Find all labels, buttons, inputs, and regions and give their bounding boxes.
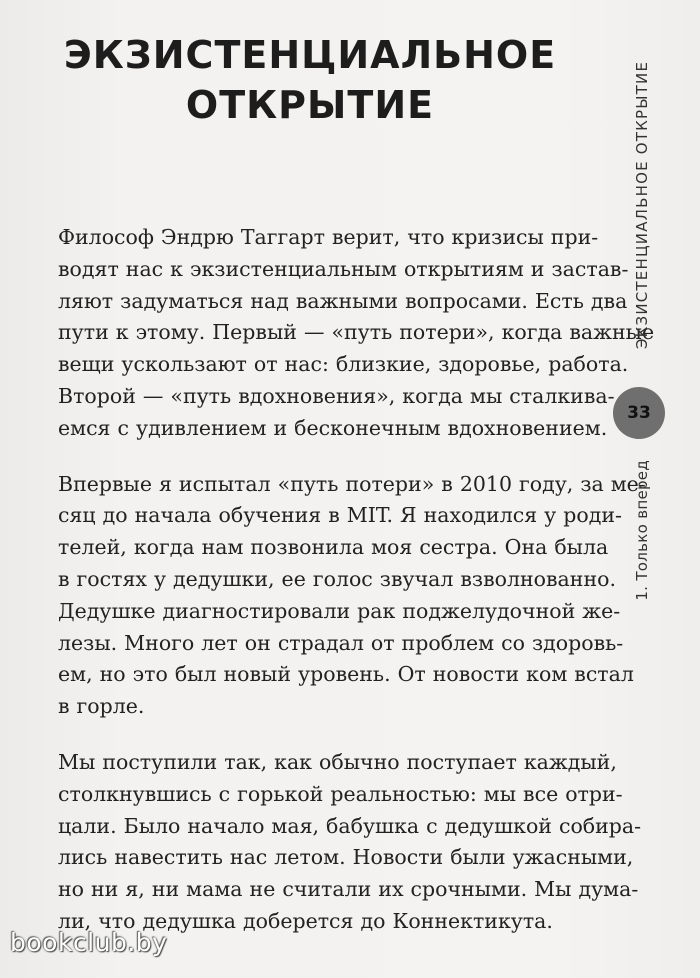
- text-line: пути к этому. Первый — «путь потери», когда важные: [58, 320, 655, 345]
- text-line: лись навестить нас летом. Новости были ужасными,: [58, 845, 634, 870]
- text-line: Философ Эндрю Таггарт верит, что кризисы при-: [58, 225, 599, 249]
- running-header: [622, 60, 652, 349]
- text-line: столкнувшись с горькой реальностью: мы все отри-: [58, 781, 623, 806]
- text-line: цали. Было начало мая, бабушка с дедушкой собира-: [58, 813, 642, 838]
- text-line: сяц до начала обучения в MIT. Я находился у роди-: [58, 503, 622, 528]
- text-line: Второй — «путь вдохновения», когда мы сталкива-: [58, 383, 615, 408]
- chapter-marker: [622, 460, 652, 630]
- chapter-title-line-1: ЭКЗИСТЕНЦИАЛЬНОЕ: [63, 33, 557, 77]
- text-line: ляют задуматься над важными вопросами. Есть два: [58, 288, 628, 313]
- page-number: 33: [627, 403, 651, 423]
- text-line: Впервые я испытал «путь потери» в 2010 году, за ме-: [58, 471, 646, 496]
- chapter-marker-text: 1. Только вперед: [633, 460, 651, 601]
- text-line: ли, что дедушка доберется до Коннектикута.: [58, 908, 553, 933]
- watermark-logo: bookclub.by: [10, 928, 168, 957]
- text-line: но ни я, ни мама не считали их срочными. Мы дума-: [58, 877, 639, 902]
- text-line: в гостях у дедушки, ее голос звучал взволнованно.: [58, 566, 616, 591]
- text-line: вещи ускользают от нас: близкие, здоровье, работа.: [58, 352, 629, 377]
- text-line: телей, когда нам позвонила моя сестра. Она была: [58, 535, 609, 560]
- page-number-badge: [613, 387, 665, 439]
- text-line: Мы поступили так, как обычно поступает каждый,: [58, 749, 617, 774]
- chapter-title: [40, 30, 580, 130]
- text-line: Дедушке диагностировали рак поджелудочной же-: [58, 598, 621, 623]
- text-line: лезы. Много лет он страдал от проблем со здоровь-: [58, 630, 624, 655]
- text-line: в горле.: [58, 694, 145, 719]
- paragraph: [58, 747, 642, 938]
- text-line: емся с удивлением и бесконечным вдохновением.: [58, 415, 608, 440]
- chapter-title-line-2: ОТКРЫТИЕ: [185, 83, 435, 127]
- running-header-text: ЭКЗИСТЕНЦИАЛЬНОЕ ОТКРЫТИЕ: [633, 60, 651, 349]
- text-line: ем, но это был новый уровень. От новости ком встал: [58, 662, 634, 687]
- text-line: водят нас к экзистенциальным открытиям и застав-: [58, 256, 629, 281]
